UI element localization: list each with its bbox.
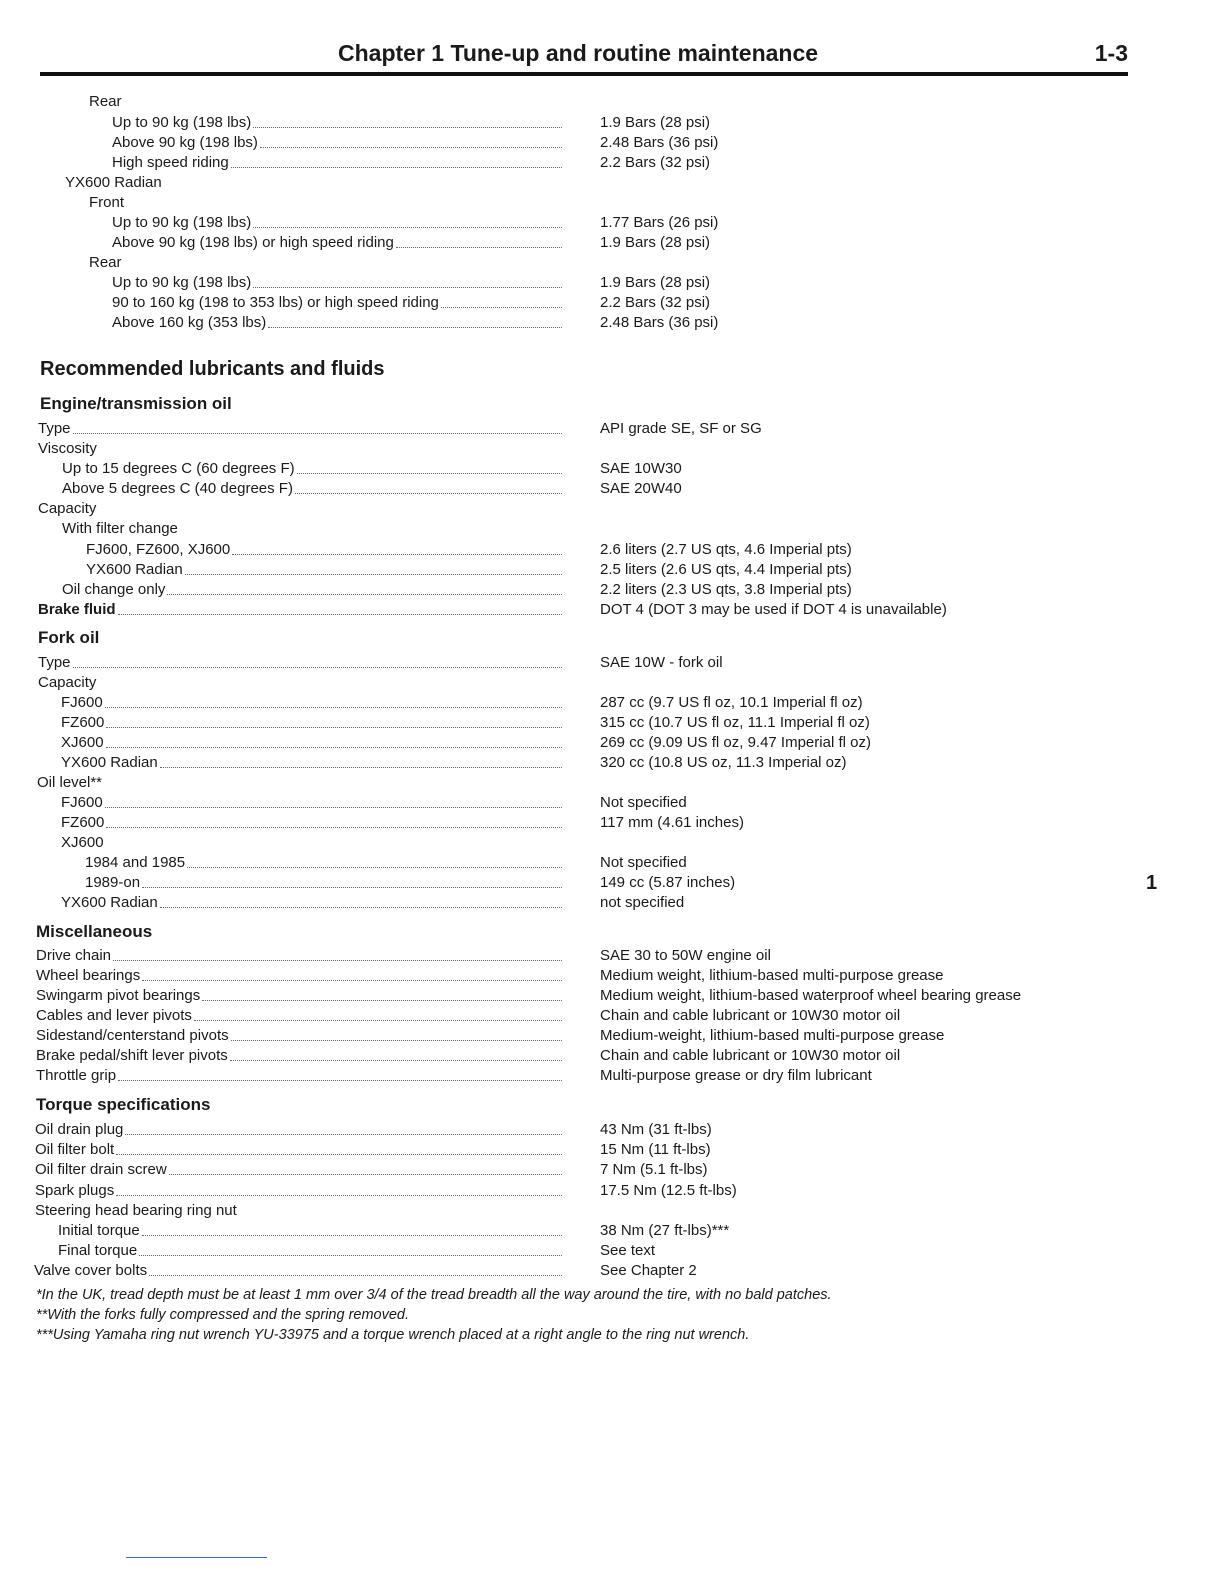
spec-row [0,894,1224,914]
spec-label: Spark plugs [35,1182,115,1199]
spec-row [0,294,1224,314]
spec-value: 1.9 Bars (28 psi) [600,114,711,131]
spec-row [0,967,1224,987]
spec-value: 2.5 liters (2.6 US qts, 4.4 Imperial pts) [600,561,852,578]
spec-label: Brake pedal/shift lever pivots [36,1047,228,1064]
spec-label: XJ600 [61,734,104,751]
spec-row [0,1141,1224,1161]
spec-value: API grade SE, SF or SG [600,420,762,437]
spec-label: YX600 Radian [86,561,183,578]
spec-value: Not specified [600,854,687,871]
spec-value: Multi-purpose grease or dry film lubricant [600,1067,872,1084]
spec-label: Up to 90 kg (198 lbs) [112,114,252,131]
spec-label: YX600 Radian [61,894,158,911]
spec-label: High speed riding [112,154,229,171]
spec-row [0,154,1224,174]
spec-label: Wheel bearings [36,967,141,984]
spec-value: 320 cc (10.8 US oz, 11.3 Imperial oz) [600,754,847,771]
fork-oil-title: Fork oil [38,628,100,647]
spec-row [0,694,1224,714]
spec-value: 149 cc (5.87 inches) [600,874,736,891]
spec-value: SAE 30 to 50W engine oil [600,947,771,964]
spec-value: 1.77 Bars (26 psi) [600,214,719,231]
spec-value: Chain and cable lubricant or 10W30 motor oil [600,1047,901,1064]
spec-row [0,114,1224,134]
spec-row [0,581,1224,601]
spec-label: Initial torque [58,1222,140,1239]
rear-heading: Rear [89,93,122,110]
spec-value: 2.6 liters (2.7 US qts, 4.6 Imperial pts) [600,541,852,558]
spec-row [0,854,1224,874]
spec-label: Above 90 kg (198 lbs) [112,134,258,151]
spec-label: 1989-on [85,874,141,891]
spec-label: Up to 90 kg (198 lbs) [112,214,252,231]
spec-label: FJ600 [61,794,103,811]
spec-value: See Chapter 2 [600,1262,697,1279]
spec-row [0,1047,1224,1067]
oil-level-heading: Oil level** [37,774,103,791]
spec-value: See text [600,1242,656,1259]
spec-value: 2.48 Bars (36 psi) [600,134,719,151]
spec-value: 1.9 Bars (28 psi) [600,274,711,291]
chapter-title: Chapter 1 Tune-up and routine maintenance [338,40,819,66]
filter-change-heading: With filter change [62,520,178,537]
spec-label: Oil filter bolt [35,1141,115,1158]
spec-label: Brake fluid [38,601,116,618]
spec-row [0,814,1224,834]
spec-label: Type [38,654,71,671]
chapter-side-marker: 1 [1146,872,1158,894]
spec-label: Oil change only [62,581,166,598]
spec-label: Drive chain [36,947,112,964]
misc-title: Miscellaneous [36,922,153,941]
spec-row [0,987,1224,1007]
spec-row [0,480,1224,500]
spec-value: 117 mm (4.61 inches) [600,814,744,831]
spec-row [0,1182,1224,1202]
spec-label: Up to 90 kg (198 lbs) [112,274,252,291]
spec-row [0,1121,1224,1141]
spec-value: 287 cc (9.7 US fl oz, 10.1 Imperial fl oz) [600,694,863,711]
steering-heading: Steering head bearing ring nut [35,1202,237,1219]
spec-row [0,1067,1224,1087]
spec-value: 2.48 Bars (36 psi) [600,314,719,331]
spec-row [0,1262,1224,1282]
spec-label: Above 90 kg (198 lbs) or high speed riding [112,234,394,251]
spec-value: 15 Nm (11 ft-lbs) [600,1141,711,1158]
spec-value: not specified [600,894,685,911]
spec-row [0,601,1224,621]
viscosity-heading: Viscosity [38,440,97,457]
front-heading: Front [89,194,125,211]
footnote: **With the forks fully compressed and the spring removed. [36,1307,410,1323]
spec-value: 2.2 liters (2.3 US qts, 3.8 Imperial pts) [600,581,852,598]
spec-row [0,214,1224,234]
spec-label: FJ600 [61,694,103,711]
spec-label: Type [38,420,71,437]
spec-row [0,134,1224,154]
spec-row [0,734,1224,754]
spec-row [0,754,1224,774]
spec-value: DOT 4 (DOT 3 may be used if DOT 4 is unavailable) [600,601,947,618]
spec-row [0,420,1224,440]
spec-value: Medium-weight, lithium-based multi-purpose grease [600,1027,945,1044]
lubricants-title: Recommended lubricants and fluids [40,358,385,380]
spec-label: FZ600 [61,814,105,831]
spec-label: Oil filter drain screw [35,1161,167,1178]
spec-value: Medium weight, lithium-based multi-purpose grease [600,967,944,984]
spec-row [0,1161,1224,1181]
spec-value: SAE 20W40 [600,480,682,497]
capacity-heading: Capacity [38,674,97,691]
spec-row [0,541,1224,561]
engine-oil-title: Engine/transmission oil [40,394,232,413]
spec-label: Throttle grip [36,1067,117,1084]
spec-row [0,1242,1224,1262]
spec-row [0,561,1224,581]
torque-title: Torque specifications [36,1095,211,1114]
rear-heading: Rear [89,254,122,271]
spec-label: FJ600, FZ600, XJ600 [86,541,231,558]
spec-row [0,714,1224,734]
spec-value: 38 Nm (27 ft-lbs)*** [600,1222,730,1239]
spec-label: YX600 Radian [61,754,158,771]
spec-value: 7 Nm (5.1 ft-lbs) [600,1161,708,1178]
header-rule [40,72,1128,76]
spec-row [0,1027,1224,1047]
spec-row [0,874,1224,894]
spec-label: Swingarm pivot bearings [36,987,201,1004]
spec-label: Cables and lever pivots [36,1007,192,1024]
spec-row [0,1222,1224,1242]
spec-label: 1984 and 1985 [85,854,186,871]
page-number: 1-3 [1094,40,1128,66]
spec-row [0,234,1224,254]
spec-value: 17.5 Nm (12.5 ft-lbs) [600,1182,737,1199]
spec-row [0,654,1224,674]
spec-value: 2.2 Bars (32 psi) [600,294,711,311]
spec-value: Not specified [600,794,687,811]
spec-row [0,314,1224,334]
spec-value: SAE 10W30 [600,460,682,477]
spec-row [0,1007,1224,1027]
footnote: ***Using Yamaha ring nut wrench YU-33975 and a torque wrench placed at a right angle to the ring nut wrench. [36,1327,750,1343]
spec-label: Above 5 degrees C (40 degrees F) [62,480,293,497]
spec-value: Medium weight, lithium-based waterproof wheel bearing grease [600,987,1022,1004]
spec-row [0,794,1224,814]
spec-label: Oil drain plug [35,1121,124,1138]
spec-value: Chain and cable lubricant or 10W30 motor oil [600,1007,901,1024]
spec-row [0,460,1224,480]
spec-value: 269 cc (9.09 US fl oz, 9.47 Imperial fl oz) [600,734,871,751]
spec-value: 43 Nm (31 ft-lbs) [600,1121,712,1138]
spec-label: Final torque [58,1242,138,1259]
capacity-heading: Capacity [38,500,97,517]
spec-label: Valve cover bolts [34,1262,148,1279]
spec-label: Sidestand/centerstand pivots [36,1027,229,1044]
footnote: *In the UK, tread depth must be at least 1 mm over 3/4 of the tread breadth all the way around the tire, with no bald patches. [36,1287,832,1303]
spec-value: 2.2 Bars (32 psi) [600,154,711,171]
yx-heading: YX600 Radian [65,174,162,191]
spec-label: Up to 15 degrees C (60 degrees F) [62,460,295,477]
page-header [40,36,1128,70]
spec-row [0,947,1224,967]
spec-value: 1.9 Bars (28 psi) [600,234,711,251]
spec-value: SAE 10W - fork oil [600,654,723,671]
bottom-rule [126,1557,267,1558]
spec-label: 90 to 160 kg (198 to 353 lbs) or high speed riding [112,294,439,311]
spec-row [0,274,1224,294]
xj600-heading: XJ600 [61,834,104,851]
spec-value: 315 cc (10.7 US fl oz, 11.1 Imperial fl oz) [600,714,870,731]
spec-label: FZ600 [61,714,105,731]
spec-label: Above 160 kg (353 lbs) [112,314,267,331]
